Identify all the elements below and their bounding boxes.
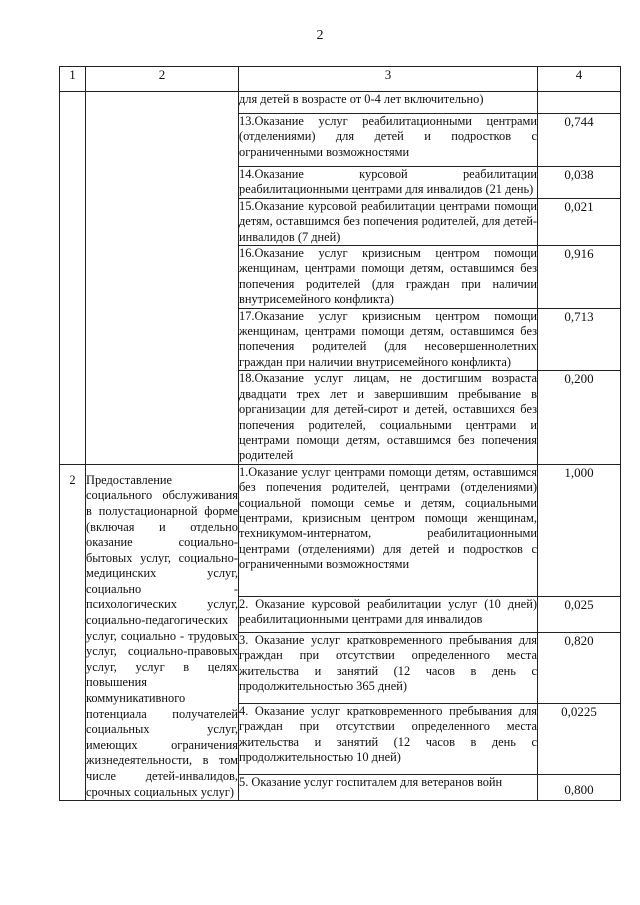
row-value: 0,744 (538, 114, 621, 167)
row-description: 16.Оказание услуг кризисным центром помощи женщинам, центрами помощи детям, оставшимся без попечения родителей (для граждан при наличии внутрисемейного конфликта) (239, 246, 537, 307)
row-description: 1.Оказание услуг центрами помощи детям, оставшимся без попечения родителей, центрами (отделениями) социальной помощи семье и детям, социальными центрами, кризисным центром помощи женщинам, техникумом-интернатом, реабилитационными центрами (отделениями) для детей и подростков с ограниченными возможностями (239, 464, 537, 572)
header-col-2: 2 (86, 67, 239, 92)
row-description: 13.Оказание услуг реабилитационными центрами (отделениями) для детей и подростков с ограниченными возможностями (239, 114, 537, 159)
row-value: 0,025 (538, 597, 621, 633)
row-value (538, 92, 621, 114)
header-row (60, 67, 621, 92)
row-description: 3. Оказание услуг кратковременного пребывания для граждан при отсутствии определенного места жительства и занятий (12 часов в день с продолжительностью 365 дней) (239, 633, 537, 694)
row-value: 0,200 (538, 371, 621, 464)
row-description: 18.Оказание услуг лицам, не достигшим возраста двадцати трех лет и завершившим пребывание в организации для детей-сирот и детей, оставшихся без попечения родителей, социальными центрами и центрами помощи детям, оставшимся без попечения родителей (239, 371, 537, 463)
row-description: 15.Оказание курсовой реабилитации центрами помощи детям, оставшимся без попечения родителей, для детей-инвалидов (7 дней) (239, 198, 537, 244)
section1-title-cell (86, 92, 239, 465)
row-description: 2. Оказание курсовой реабилитации услуг (10 дней) реабилитационными центрами для инвалидов (239, 597, 537, 627)
row-description: 5. Оказание услуг госпиталем для ветеранов войн (239, 774, 503, 789)
table-row (60, 464, 621, 596)
row-description: 17.Оказание услуг кризисным центром помощи женщинам, центрами помощи детям, оставшимся без попечения родителей (для несовершеннолетних граждан при наличии внутрисемейного конфликта) (239, 308, 537, 369)
row-value: 0,021 (538, 198, 621, 245)
row-value: 0,713 (538, 308, 621, 371)
row-description: 14.Оказание курсовой реабилитации реабилитационными центрами для инвалидов (21 день) (239, 167, 537, 197)
header-col-3: 3 (239, 67, 538, 92)
row-value: 0,820 (538, 633, 621, 704)
row-value: 0,916 (538, 246, 621, 309)
row-value: 0,0225 (538, 703, 621, 774)
section2-number: 2 (60, 464, 86, 800)
row-value: 0,038 (538, 167, 621, 199)
row-description: 4. Оказание услуг кратковременного пребывания для граждан при отсутствии определенного места жительства и занятий (12 часов в день с продолжительностью 10 дней) (239, 703, 537, 765)
section1-number-cell (60, 92, 86, 465)
row-value: 0,800 (538, 774, 621, 801)
table-row (60, 92, 621, 114)
header-col-1: 1 (60, 67, 86, 92)
row-description: для детей в возрасте от 0-4 лет включительно) (239, 92, 484, 106)
page-number: 2 (316, 28, 324, 43)
row-value: 1,000 (538, 464, 621, 596)
header-col-4: 4 (538, 67, 621, 92)
services-table (59, 66, 621, 801)
section2-title: Предоставление социального обслуживания в полустационарной форме (включая и отдельно оказание социально-бытовых услуг, социально-медицинских услуг, социально - психологических услуг, социально-педагогических услуг, социально - трудовых услуг, социально-правовых услуг, услуг в целях повышения коммуникативного потенциала получателей социальных услуг, имеющих ограничения жизнедеятельности, в том числе детей-инвалидов, срочных социальных услуг) (86, 464, 239, 800)
